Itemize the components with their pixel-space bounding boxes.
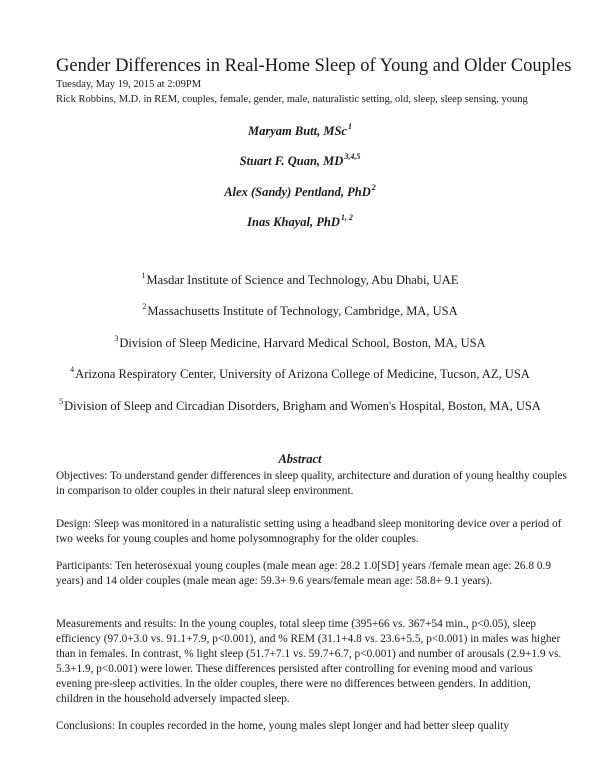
- post-dateline: Tuesday, May 19, 2015 at 2:09PM: [56, 79, 202, 90]
- author-name: Maryam Butt, MSc: [248, 124, 347, 138]
- affiliation-marker: 2: [142, 302, 147, 311]
- affiliation-line: [0, 304, 600, 319]
- author-name: Inas Khayal, PhD: [247, 215, 340, 229]
- author-line: [0, 185, 600, 200]
- affiliation-marker: 5: [59, 397, 64, 406]
- affiliation-text: Masdar Institute of Science and Technology, Abu Dhabi, UAE: [146, 273, 459, 287]
- affiliation-line: [0, 273, 600, 288]
- affiliation-marker: 3: [114, 334, 119, 343]
- author-name: Alex (Sandy) Pentland, PhD: [224, 185, 371, 199]
- affiliation-text: Division of Sleep and Circadian Disorders, Brigham and Women's Hospital, Boston, MA, USA: [64, 399, 541, 413]
- abstract-participants: Participants: Ten heterosexual young couples (male mean age: 28.2 1.0[SD] years /female mean age: 26.8 0.9 years) and 14 older couples (male mean age: 59.3+ 9.6 years/female mean age: 58.8+ 9.1 years).: [56, 560, 551, 587]
- affiliation-text: Division of Sleep Medicine, Harvard Medical School, Boston, MA, USA: [119, 336, 486, 350]
- abstract-conclusions: Conclusions: In couples recorded in the home, young males slept longer and had better sleep quality: [56, 720, 510, 732]
- abstract-objectives: Objectives: To understand gender differences in sleep quality, architecture and duration of young healthy couples in comparison to older couples in their natural sleep environment.: [56, 470, 567, 497]
- abstract-design: Design: Sleep was monitored in a naturalistic setting using a headband sleep monitoring device over a period of two weeks for young couples and home polysomnography for the older couples.: [56, 518, 562, 545]
- affiliation-marker: 4: [70, 365, 75, 374]
- author-line: [0, 154, 600, 169]
- post-author-tags: Rick Robbins, M.D. in REM, couples, female, gender, male, naturalistic setting, old, sleep, sleep sensing, young: [56, 94, 528, 105]
- author-affiliation-marker: 3,4,5: [344, 152, 361, 161]
- affiliation-marker: 1: [141, 271, 146, 280]
- affiliation-text: Massachusetts Institute of Technology, Cambridge, MA, USA: [147, 304, 458, 318]
- author-affiliation-marker: 1: [347, 122, 352, 131]
- abstract-measurements: Measurements and results: In the young couples, total sleep time (395+66 vs. 367+54 min., p<0.05), sleep efficiency (97.0+3.0 vs. 91.1+7.9, p<0.001), and % REM (31.1+4.8 vs. 23.6+5.5, p<0.001) in males was higher than in females. In contrast, % light sleep (51.7+7.1 vs. 59.7+6.7, p<0.001) and number of arousals (2.9+1.9 vs. 5.3+1.9, p<0.001) were lower. These differences persisted after controlling for evening mood and various evening pre-sleep activities. In the older couples, there were no differences between genders. In addition, children in the household adversely impacted sleep.: [56, 618, 562, 705]
- affiliation-line: [0, 399, 600, 414]
- author-line: [0, 215, 600, 230]
- affiliation-text: Arizona Respiratory Center, University of Arizona College of Medicine, Tucson, AZ, USA: [75, 367, 530, 381]
- abstract-heading: Abstract: [278, 452, 322, 466]
- affiliation-line: [0, 336, 600, 351]
- author-affiliation-marker: 1, 2: [340, 213, 353, 222]
- post-title: Gender Differences in Real-Home Sleep of Young and Older Couples: [56, 56, 572, 76]
- author-line: [0, 124, 600, 139]
- author-name: Stuart F. Quan, MD: [239, 154, 344, 168]
- author-affiliation-marker: 2: [371, 183, 376, 192]
- affiliation-line: [0, 367, 600, 382]
